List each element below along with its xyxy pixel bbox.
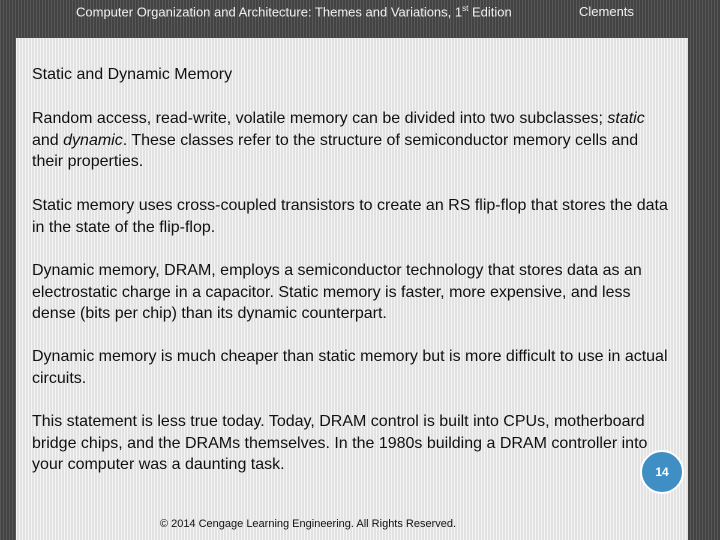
paragraph-dram-today: This statement is less true today. Today, DRAM control is built into CPUs, motherboard bridge chips, and the DRAMs themselves. In the 1980s building a DRAM controller into your computer was a daunting task.	[32, 413, 648, 473]
book-title-text: Computer Organization and Architecture: Themes and Variations, 1	[76, 4, 463, 20]
static-term: static	[607, 110, 645, 127]
paragraph-dynamic-memory: Dynamic memory, DRAM, employs a semiconductor technology that stores data as an electrostatic charge in a capacitor. Static memory is faster, more expensive, and less dense (bits per chip) than its dynamic counterpart.	[32, 262, 642, 322]
book-title-edition: Edition	[468, 4, 512, 20]
paragraph-static-memory: Static memory uses cross-coupled transistors to create an RS flip-flop that stores the data in the state of the flip-flop.	[32, 197, 668, 236]
dynamic-term: dynamic	[63, 131, 123, 149]
copyright-footer: © 2014 Cengage Learning Engineering. All Rights Reserved.	[159, 518, 457, 530]
paragraph-text: and	[32, 131, 64, 149]
paragraph-memory-classes	[32, 108, 672, 173]
author-name: Clements	[579, 4, 634, 19]
book-title	[76, 4, 512, 19]
slide-title: Static and Dynamic Memory	[32, 66, 233, 83]
edition-ordinal: st	[462, 4, 469, 13]
paragraph-text: Random access, read-write, volatile memory can be divided into two subclasses;	[32, 110, 608, 127]
page-number-badge: 14	[640, 450, 684, 494]
paragraph-text: . These classes refer to the structure of semiconductor memory cells and their properties.	[32, 131, 639, 170]
paragraph-cost-comparison: Dynamic memory is much cheaper than static memory but is more difficult to use in actual circuits.	[32, 348, 668, 387]
